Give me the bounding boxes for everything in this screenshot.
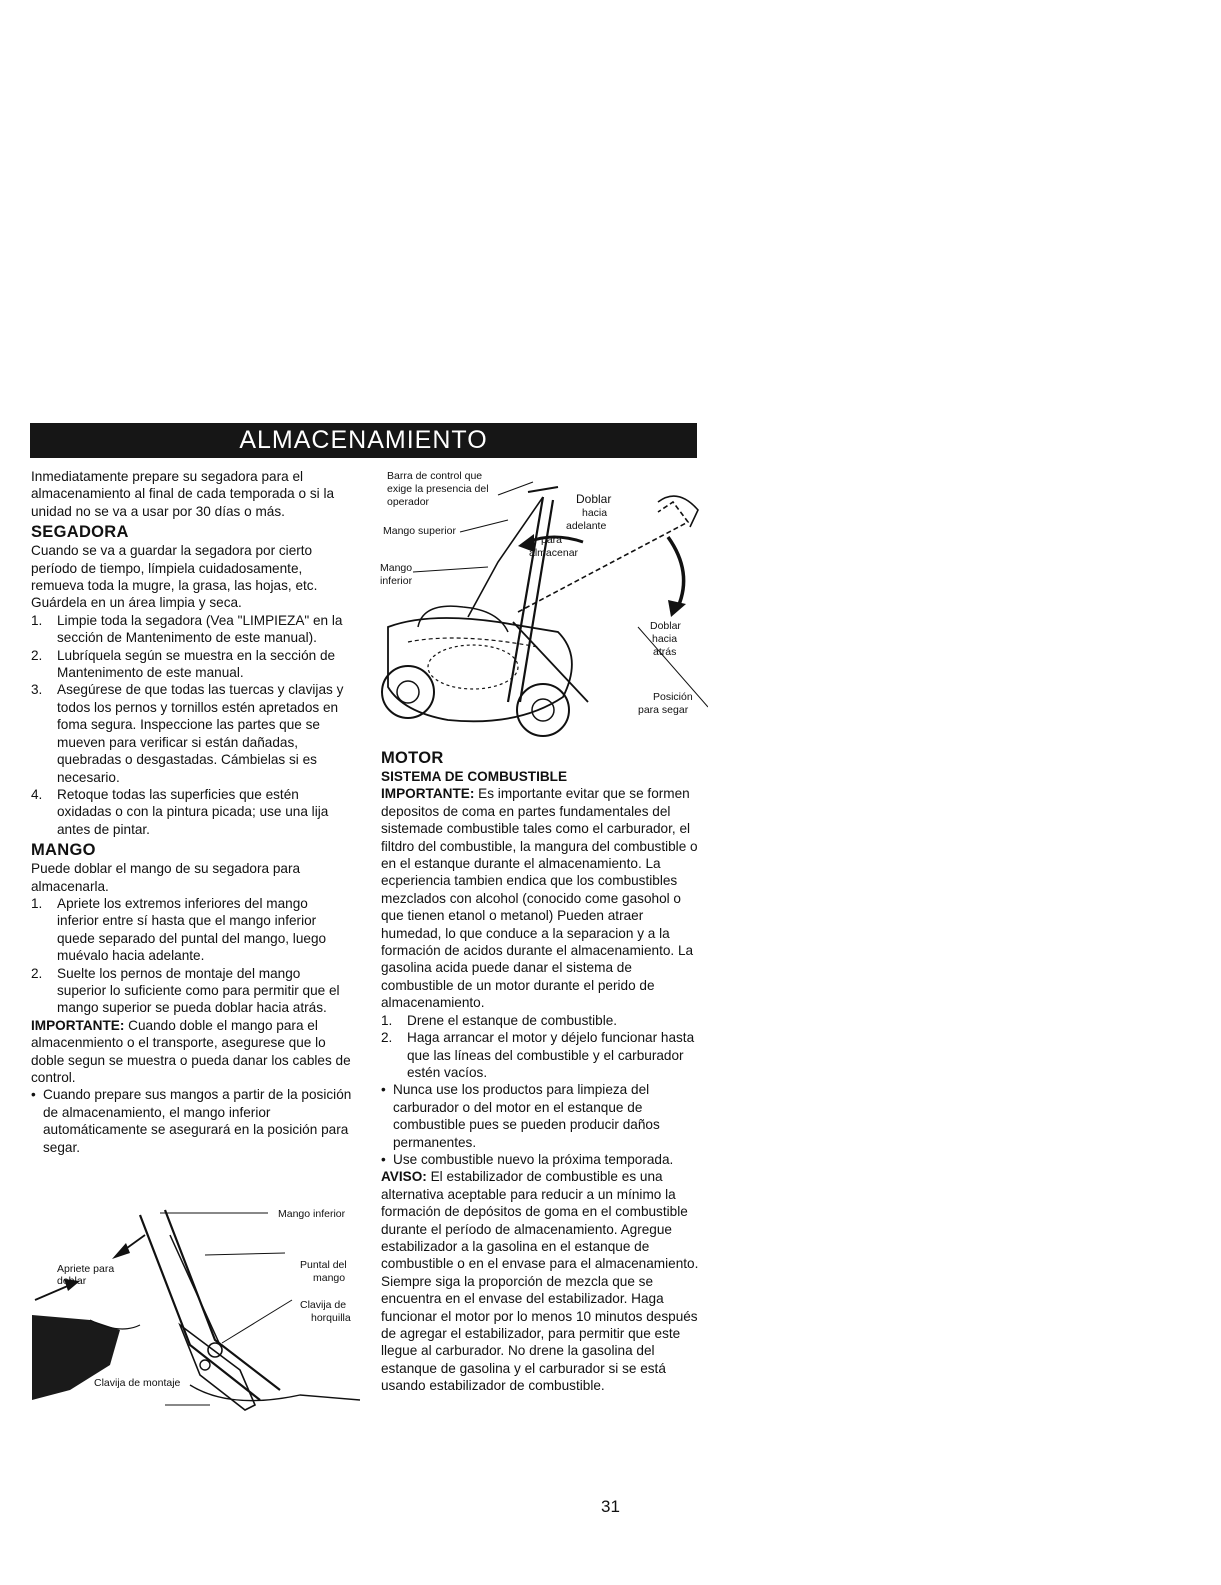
list-item	[31, 895, 353, 965]
list-item	[381, 1029, 699, 1081]
segadora-heading: SEGADORA	[31, 523, 129, 542]
important-text: Cuando doble el mango para el almacenmiento o el transporte, asegurese que lo doble segun se muestra o pueda danar los cables de control.	[31, 1017, 351, 1085]
label-clavija-horquilla-line1: Clavija de	[300, 1299, 347, 1311]
important-text: Es importante evitar que se formen depositos de coma en partes fundamentales del sistemade combustible tales como el carburador, el filtdro del combustible, la mangura del combustible o en el estanque durante el almacenamiento. La ecperiencia tambien endica que los combustibles mezclados con alcohol (conocido come gasohol o que tienen etanol o metanol) Pueden atraer humedad, lo que conduce a la separacion y a la formación de acidos durante el almacenamiento. La gasolina acida puede danar el sistema de combustible de un motor durante el perido de almacenamiento.	[381, 786, 698, 1011]
list-item	[31, 612, 353, 647]
segadora-intro: Cuando se va a guardar la segadora por cierto período de tiempo, límpiela cuidadosamente, remueva toda la mugre, la grasa, las hojas, etc. Guárdela en un área limpia y seca.	[31, 543, 318, 611]
mango-bullets	[31, 1086, 353, 1156]
step-number: 1.	[31, 612, 43, 628]
step-number: 3.	[31, 682, 43, 698]
section-title: ALMACENAMIENTO	[239, 426, 488, 454]
label-puntal-line2: mango	[313, 1272, 346, 1284]
aviso-paragraph	[381, 1168, 699, 1394]
fuel-bullets	[381, 1081, 699, 1168]
motor-heading: MOTOR	[381, 749, 444, 767]
step-number: 2.	[31, 965, 43, 981]
step-text: Haga arrancar el motor y déjelo funcionar hasta que las líneas del combustible y el carburador estén vacíos.	[407, 1030, 695, 1080]
list-item	[381, 1081, 699, 1151]
list-item	[381, 1151, 699, 1168]
section-title-banner	[30, 423, 697, 458]
fuel-steps	[381, 1012, 699, 1082]
label-puntal-line1: Puntal del	[300, 1259, 347, 1271]
step-text: Apriete los extremos inferiores del mango inferior entre sí hasta que el mango inferior quede separado del puntal del mango, luego muévalo hacia adelante.	[57, 895, 327, 964]
step-text: Drene el estanque de combustible.	[407, 1012, 618, 1028]
fuel-important	[381, 785, 699, 1011]
mango-important	[31, 1017, 353, 1087]
label-adelante-l3: adelante	[566, 520, 607, 532]
label-mango-superior: Mango superior	[383, 525, 456, 537]
segadora-steps	[31, 612, 353, 838]
step-number: 1.	[31, 895, 43, 911]
label-adelante-l4: para	[541, 534, 563, 546]
label-adelante-l1: Doblar	[576, 492, 612, 506]
bullet-icon: •	[381, 1082, 386, 1098]
bullet-text: Nunca use los productos para limpieza del carburador o del motor en el estanque de combustible pues se pueden producir daños permanentes.	[393, 1082, 660, 1150]
important-label: IMPORTANTE:	[381, 786, 475, 802]
mango-heading: MANGO	[31, 841, 96, 860]
mango-intro: Puede doblar el mango de su segadora para almacenarla.	[31, 861, 301, 894]
list-item	[31, 1086, 353, 1156]
right-column	[381, 746, 699, 1395]
step-number: 2.	[31, 647, 43, 663]
label-mango-inferior-l1: Mango	[380, 562, 413, 574]
step-number: 1.	[381, 1012, 393, 1028]
label-atras-l3: atrás	[653, 646, 677, 658]
label-apriete-line1: Apriete para	[57, 1263, 115, 1275]
page-number: 31	[601, 1497, 620, 1516]
aviso-text: El estabilizador de combustible es una alternativa aceptable para reducir a un mínimo la formación de depósitos de goma en el combustible durante el período de almacenamiento. Agregue estabilizador a la gasolina en el estanque de combustible o en el envase para el almacenamiento. Siempre siga la proporción de mezcla que se encuentra en el envase del estabilizador. Haga funcionar el motor por lo menos 10 minutos después de agregar el estabilizador, para permitir que este llegue al carburador. No drene la gasolina del estanque de gasolina y el carburador si se está usando estabilizador de combustible.	[381, 1169, 699, 1394]
step-text: Suelte los pernos de montaje del mango superior lo suficiente como para permitir que el mango superior se pueda doblar hacia atrás.	[57, 965, 340, 1016]
list-item	[381, 1012, 699, 1029]
left-column	[31, 468, 353, 1156]
bullet-icon: •	[31, 1087, 36, 1103]
label-mango-inferior: Mango inferior	[278, 1208, 346, 1220]
label-barra-line1: Barra de control que	[387, 470, 483, 482]
label-atras-l2: hacia	[652, 633, 678, 645]
bullet-text: Cuando prepare sus mangos a partir de la posición de almacenamiento, el mango inferior automáticamente se asegurará en la posición para segar.	[43, 1087, 352, 1155]
label-clavija-montaje: Clavija de montaje	[94, 1377, 181, 1389]
list-item	[31, 681, 353, 785]
label-atras-l1: Doblar	[650, 620, 681, 632]
label-posicion-l1: Posición	[653, 691, 693, 703]
fuel-system-heading: SISTEMA DE COMBUSTIBLE	[381, 769, 568, 784]
step-number: 2.	[381, 1030, 393, 1046]
label-clavija-horquilla-line2: horquilla	[311, 1312, 351, 1324]
label-mango-inferior-l2: inferior	[380, 575, 413, 587]
list-item	[31, 786, 353, 838]
important-label: IMPORTANTE:	[31, 1017, 125, 1033]
step-number: 4.	[31, 786, 43, 802]
list-item	[31, 647, 353, 682]
intro-paragraph: Inmediatamente prepare su segadora para el almacenamiento al final de cada temporada o si la unidad no se va a usar por 30 días o más.	[31, 469, 335, 519]
label-barra-line3: operador	[387, 496, 430, 508]
bullet-icon: •	[381, 1151, 386, 1167]
label-barra-line2: exige la presencia del	[387, 483, 489, 495]
label-adelante-l5: almacenar	[529, 547, 579, 559]
label-adelante-l2: hacia	[582, 507, 608, 519]
step-text: Asegúrese de que todas las tuercas y clavijas y todos los pernos y tornillos estén apretados en foma segura. Inspeccione las partes que se mueven para verificar si están dañadas, quebradas o desgastadas. Cámbielas si es necesario.	[57, 682, 344, 785]
list-item	[31, 965, 353, 1017]
step-text: Limpie toda la segadora (Vea "LIMPIEZA" en la sección de Mantenimento de este manual).	[57, 612, 343, 646]
label-posicion-l2: para segar	[638, 704, 689, 716]
mango-steps	[31, 895, 353, 1017]
aviso-label: AVISO:	[381, 1169, 427, 1185]
bullet-text: Use combustible nuevo la próxima temporada.	[393, 1151, 674, 1167]
step-text: Lubríquela según se muestra en la sección de Mantenimento de este manual.	[57, 647, 336, 681]
label-apriete-line2: doblar	[57, 1275, 87, 1287]
step-text: Retoque todas las superficies que estén oxidadas o con la pintura picada; use una lija antes de pintar.	[57, 786, 329, 837]
